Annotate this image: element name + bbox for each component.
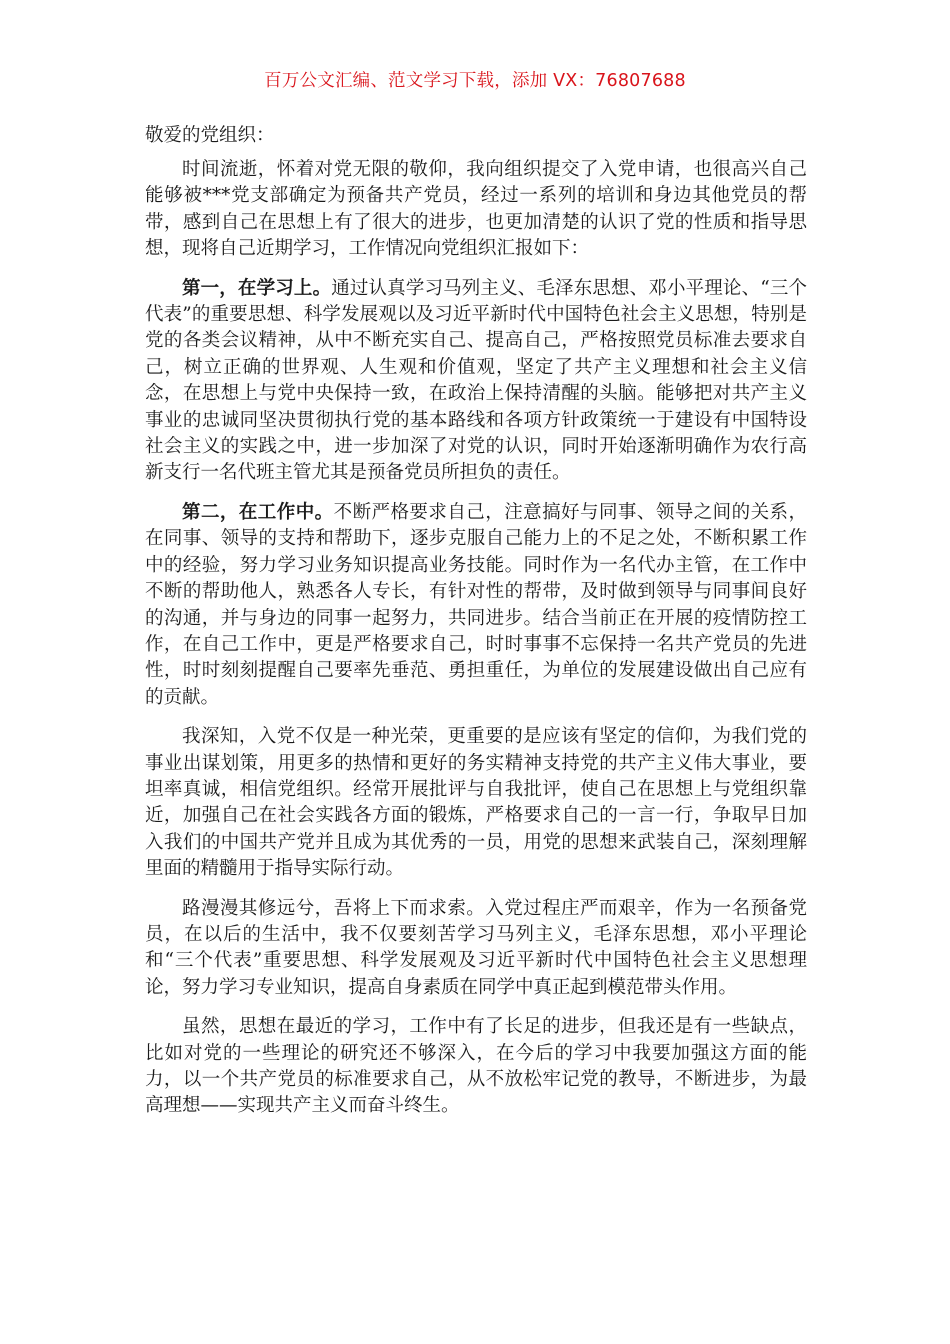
paragraph-intro <box>145 157 807 263</box>
paragraph-belief <box>145 724 807 882</box>
paragraph-text: 虽然，思想在最近的学习，工作中有了长足的进步，但我还是有一些缺点，比如对党的一些理论的研究还不够深入，在今后的学习中我要加强这方面的能力，以一个共产党员的标准要求自己，从不放松牢记党的教导，不断进步，为最高理想——实现共产主义而奋斗终生。 <box>145 1016 807 1117</box>
paragraph-study <box>145 276 807 487</box>
paragraph-pursuit <box>145 896 807 1002</box>
header-banner: 百万公文汇编、范文学习下载，添加 VX：76807688 <box>264 71 686 91</box>
paragraph-text: 时间流逝，怀着对党无限的敬仰，我向组织提交了入党申请，也很高兴自己能够被***党支部确定为预备共产党员，经过一系列的培训和身边其他党员的帮带，感到自己在思想上有了很大的进步，也更加清楚的认识了党的性质和指导思想，现将自己近期学习，工作情况向党组织汇报如下： <box>145 159 807 260</box>
paragraph-text: 路漫漫其修远兮，吾将上下而求索。入党过程庄严而艰辛，作为一名预备党员，在以后的生活中，我不仅要刻苦学习马列主义，毛泽东思想，邓小平理论和“三个代表”重要思想、科学发展观及习近平新时代中国特色社会主义思想理论，努力学习专业知识，提高自身素质在同学中真正起到模范带头作用。 <box>145 897 807 998</box>
paragraph-conclusion <box>145 1014 807 1120</box>
paragraph-work <box>145 500 807 711</box>
paragraph-lead-study: 第一，在学习上。 <box>182 277 332 299</box>
paragraph-lead-work: 第二，在工作中。 <box>182 501 334 523</box>
salutation: 敬爱的党组织： <box>145 125 275 146</box>
letter-body <box>145 120 807 1133</box>
paragraph-text: 不断严格要求自己，注意搞好与同事、领导之间的关系，在同事、领导的支持和帮助下，逐步克服自己能力上的不足之处，不断积累工作中的经验，努力学习业务知识提高业务技能。同时作为一名代办主管，在工作中不断的帮助他人，熟悉各人专长，有针对性的帮带，及时做到领导与同事间良好的沟通，并与身边的同事一起努力，共同进步。结合当前正在开展的疫情防控工作，在自己工作中，更是严格要求自己，时时事事不忘保持一名共产党员的先进性，时时刻刻提醒自己要率先垂范、勇担重任，为单位的发展建设做出自己应有的贡献。 <box>145 501 807 708</box>
paragraph-text: 通过认真学习马列主义、毛泽东思想、邓小平理论、“三个代表”的重要思想、科学发展观以及习近平新时代中国特色社会主义思想，特别是党的各类会议精神，从中不断充实自己、提高自己，严格按照党员标准去要求自己，树立正确的世界观、人生观和价值观，坚定了共产主义理想和社会主义信念，在思想上与党中央保持一致，在政治上保持清醒的头脑。能够把对共产主义事业的忠诚同坚决贯彻执行党的基本路线和各项方针政策统一于建设有中国特设社会主义的实践之中，进一步加深了对党的认识，同时开始逐渐明确作为农行高新支行一名代班主管尤其是预备党员所担负的责任。 <box>145 277 807 484</box>
paragraph-text: 我深知，入党不仅是一种光荣，更重要的是应该有坚定的信仰，为我们党的事业出谋划策，用更多的热情和更好的务实精神支持党的共产主义伟大事业，要坦率真诚，相信党组织。经常开展批评与自我批评，使自己在思想上与党组织靠近，加强自己在社会实践各方面的锻炼，严格要求自己的一言一行，争取早日加入我们的中国共产党并且成为其优秀的一员，用党的思想来武装自己，深刻理解里面的精髓用于指导实际行动。 <box>145 726 807 880</box>
